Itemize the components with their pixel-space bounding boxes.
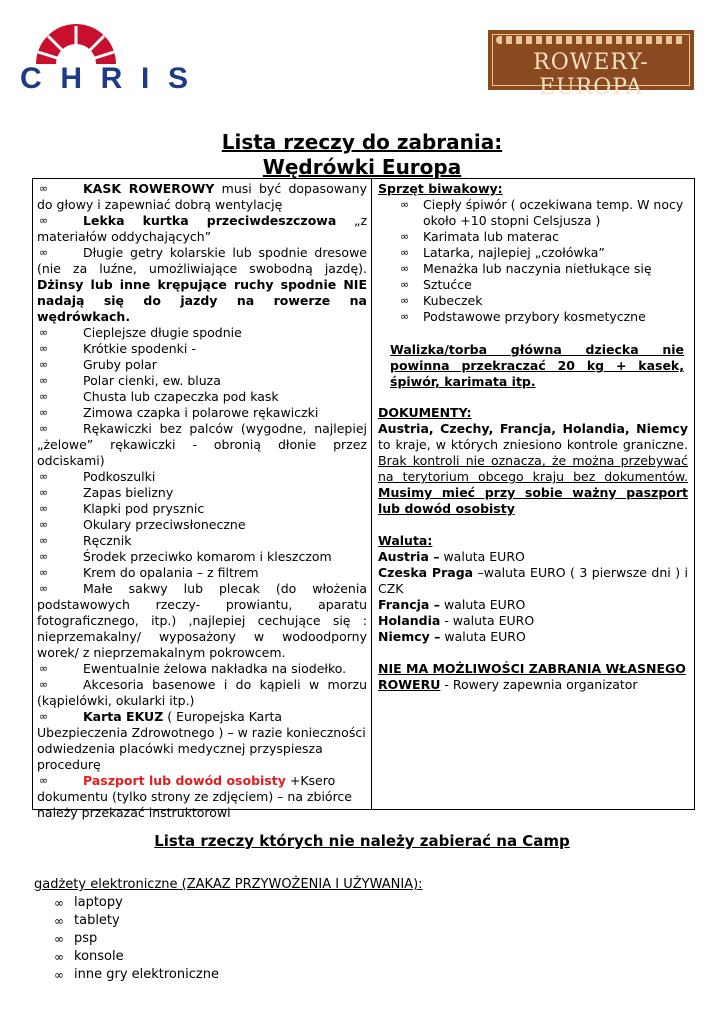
list-item: ∞ Długie getry kolarskie lub spodnie dresowe (nie za luźne, umożliwiające swobodną jazdę). Dżinsy lub inne krępujące ruchy spodnie NIE nadają się do jazdy na rowerze na wędrówkach. [37,245,367,324]
page-title: Lista rzeczy do zabrania: Wędrówki Europa [221,130,503,179]
list-item: ∞ Akcesoria basenowe i do kąpieli w morzu (kąpielówki, okularki itp.) [37,677,367,708]
list-item: ∞ inne gry elektroniczne [54,967,219,982]
list-item: ∞ Karimata lub materac [400,229,560,244]
list-item: ∞ Cieplejsze długie spodnie [39,325,242,340]
list-item: ∞ Polar cienki, ew. bluza [39,373,221,388]
list-item: ∞ Ciepły śpiwór ( oczekiwana temp. W nocy około +10 stopni Celsjusza ) [400,197,684,228]
list-item: ∞ Zapas bielizny [39,485,174,500]
rowery-logo-text: ROWERY-EUROPA [533,50,649,100]
bike-note: NIE MA MOŻLIWOŚCI ZABRANIA WŁASNEGO ROWERU - Rowery zapewnia organizator [378,661,686,692]
rowery-europa-logo [488,30,694,100]
list-item: ∞ psp [54,931,98,946]
passport-warning: Paszport lub dowód osobisty [83,773,286,788]
list-item: ∞ Sztućce [400,277,472,292]
list-item: ∞ Zimowa czapka i polarowe rękawiczki [39,405,319,420]
list-item: ∞ Ewentualnie żelowa nakładka na siodełko. [39,661,347,676]
section-heading: Waluta: [378,533,433,548]
list-item: ∞ laptopy [54,895,123,910]
list-item: ∞ Kubeczek [400,293,483,308]
chris-logo [18,22,198,92]
list-item: ∞ Ręcznik [39,533,132,548]
right-column [372,179,694,809]
currency-row: Francja – waluta EURO [378,597,526,612]
list-item: ∞ Okulary przeciwsłoneczne [39,517,246,532]
list-item: ∞ Karta EKUZ ( Europejska Karta Ubezpieczenia Zdrowotnego ) – w razie konieczności odwiedzenia placówki medycznej przyspiesza procedurę [37,709,366,772]
left-column [33,179,372,820]
chris-logo-text: CHRIS [20,62,188,92]
list-item: ∞ tablety [54,913,120,928]
currency-row: Niemcy – waluta EURO [378,629,526,644]
currency-row: Austria – waluta EURO [378,549,525,564]
currency-row: Holandia - waluta EURO [378,613,535,628]
luggage-limit-note: Walizka/torba główna dziecka nie powinna przekraczać 20 kg + kasek, śpiwór, karimata itp. [390,342,684,389]
documents-paragraph: Austria, Czechy, Francja, Holandia, Niemcy to kraje, w których zniesiono kontrole graniczne. Brak kontroli nie oznacza, że można przebywać na terytorium obcego kraju bez dokumentów. Musimy mieć przy sobie ważny paszport lub dowód osobisty [378,421,688,516]
list-item: ∞ KASK ROWEROWY musi być dopasowany do głowy i zapewniać dobrą wentylację [37,181,368,212]
list-item: ∞ Menażka lub naczynia nietłukące się [400,261,652,276]
list-item: ∞ Krótkie spodenki - [39,341,196,356]
list-item: ∞ Środek przeciwko komarom i kleszczom [39,549,332,564]
list-item: ∞ Klapki pod prysznic [39,501,205,516]
currency-row: Czeska Praga –waluta EURO ( 3 pierwsze dni ) i CZK [378,565,688,596]
forbidden-items [34,876,423,984]
list-item: ∞ Gruby polar [39,357,157,372]
list-item: ∞ konsole [54,949,124,964]
section-heading: DOKUMENTY: [378,405,472,420]
list-item: ∞ Chusta lub czapeczka pod kask [39,389,279,404]
list-item: ∞ Krem do opalania – z filtrem [39,565,259,580]
list-item: ∞ Latarka, najlepiej „czołówka” [400,245,605,260]
list-item: ∞ Paszport lub dowód osobisty +Ksero dokumentu (tylko strony ze zdjęciem) – na zbiórce należy przekazać instruktorowi [37,773,352,820]
second-section-title: Lista rzeczy których nie należy zabierać na Camp [154,832,570,850]
list-item: ∞ Lekka kurtka przeciwdeszczowa „z materiałów oddychających” [37,213,368,244]
packing-table [32,178,695,820]
list-item: ∞ Podkoszulki [39,469,156,484]
forbidden-header: gadżety elektroniczne (ZAKAZ PRZYWOŻENIA I UŻYWANIA): [34,877,423,892]
section-heading: Sprzęt biwakowy: [378,181,503,196]
list-item: ∞ Małe sakwy lub plecak (do włożenia podstawowych rzeczy- prowiantu, aparatu fotograficznego, itp.) ,najlepiej cechujące się : nieprzemakalny/ wyposażony w wodoodporny worek/ z nieprzemakalnym pokrowcem. [37,581,367,660]
list-item: ∞ Podstawowe przybory kosmetyczne [400,309,646,324]
list-item: ∞ Rękawiczki bez palców (wygodne, najlepiej „żelowe” rękawiczki - obronią dłonie przez odciskami) [37,421,367,468]
